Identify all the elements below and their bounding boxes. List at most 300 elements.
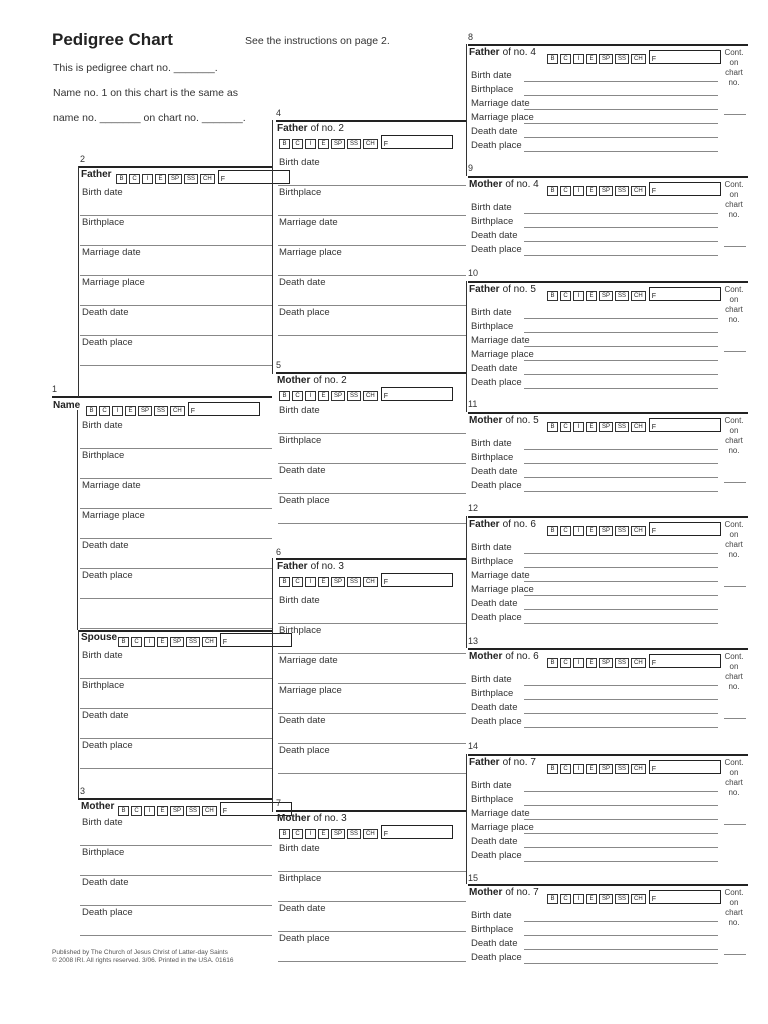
familysearch-id-field[interactable]: F xyxy=(649,522,721,536)
ordinance-e-checkbox[interactable]: E xyxy=(318,391,329,401)
ordinance-ss-checkbox[interactable]: SS xyxy=(615,764,629,774)
entry-line[interactable] xyxy=(80,538,272,539)
field-label: Birthplace xyxy=(279,435,322,446)
ordinance-sp-checkbox[interactable]: SP xyxy=(331,577,345,587)
ordinance-i-checkbox[interactable]: I xyxy=(305,577,316,587)
ordinance-ss-checkbox[interactable]: SS xyxy=(615,291,629,301)
ordinance-c-checkbox[interactable]: C xyxy=(560,526,571,536)
ordinance-i-checkbox[interactable]: I xyxy=(305,391,316,401)
cont-text: Cont. xyxy=(724,758,744,767)
entry-line[interactable] xyxy=(524,805,718,806)
entry-line[interactable] xyxy=(80,478,272,479)
ordinance-b-checkbox[interactable]: B xyxy=(547,526,558,536)
entry-line[interactable] xyxy=(80,598,272,599)
p7-heading xyxy=(277,813,347,824)
ordinance-b-checkbox[interactable]: B xyxy=(279,829,290,839)
entry-line[interactable] xyxy=(524,95,718,96)
field-label: Marriage date xyxy=(82,247,141,258)
familysearch-id-field[interactable]: F xyxy=(649,287,721,301)
entry-line[interactable] xyxy=(524,935,718,936)
field-label: Death place xyxy=(471,377,522,388)
ordinance-ch-checkbox[interactable]: CH xyxy=(631,658,646,668)
ordinance-b-checkbox[interactable]: B xyxy=(116,174,127,184)
entry-line[interactable] xyxy=(80,678,272,679)
cont-text: Cont. xyxy=(724,520,744,529)
ordinance-c-checkbox[interactable]: C xyxy=(292,391,303,401)
entry-line[interactable] xyxy=(278,743,466,744)
cont-text: on xyxy=(729,662,739,671)
ordinance-sp-checkbox[interactable]: SP xyxy=(599,764,613,774)
field-label: Death date xyxy=(471,836,518,847)
field-label: Marriage place xyxy=(279,685,342,696)
cont-text: on xyxy=(729,530,739,539)
ordinance-c-checkbox[interactable]: C xyxy=(560,894,571,904)
entry-line[interactable] xyxy=(524,949,718,950)
entry-line[interactable] xyxy=(278,961,466,962)
cont-chart-number-field[interactable] xyxy=(724,718,746,719)
field-label: Death date xyxy=(279,465,326,476)
ordinance-b-checkbox[interactable]: B xyxy=(279,139,290,149)
person-number: 11 xyxy=(468,399,478,409)
entry-line[interactable] xyxy=(524,553,718,554)
field-label: Death place xyxy=(82,570,133,581)
ordinance-e-checkbox[interactable]: E xyxy=(586,54,597,64)
field-label: Birthplace xyxy=(82,680,125,691)
entry-line[interactable] xyxy=(80,335,272,336)
entry-line[interactable] xyxy=(80,508,272,509)
ordinance-ch-checkbox[interactable]: CH xyxy=(631,54,646,64)
entry-line[interactable] xyxy=(278,871,466,872)
ordinance-sp-checkbox[interactable]: SP xyxy=(331,139,345,149)
entry-line[interactable] xyxy=(80,215,272,216)
ordinance-ch-checkbox[interactable]: CH xyxy=(631,186,646,196)
p14-heading xyxy=(469,757,536,768)
entry-line[interactable] xyxy=(278,773,466,774)
ordinance-c-checkbox[interactable]: C xyxy=(131,806,142,816)
ordinance-e-checkbox[interactable]: E xyxy=(125,406,136,416)
field-label: Birth date xyxy=(471,438,512,449)
ordinance-sp-checkbox[interactable]: SP xyxy=(331,391,345,401)
person-number: 3 xyxy=(80,786,86,796)
field-label: Death date xyxy=(82,877,129,888)
bracket-line xyxy=(272,120,273,374)
field-label: Birth date xyxy=(279,157,320,168)
field-label: Death date xyxy=(82,710,129,721)
ordinance-b-checkbox[interactable]: B xyxy=(86,406,97,416)
cont-text: on xyxy=(729,190,739,199)
entry-line[interactable] xyxy=(524,123,718,124)
ordinance-ss-checkbox[interactable]: SS xyxy=(615,186,629,196)
entry-line[interactable] xyxy=(278,901,466,902)
field-label: Birth date xyxy=(471,202,512,213)
field-label: Birth date xyxy=(82,817,123,828)
ordinance-ch-checkbox[interactable]: CH xyxy=(631,894,646,904)
p6-heading xyxy=(277,561,344,572)
entry-line[interactable] xyxy=(524,388,718,389)
entry-line[interactable] xyxy=(80,935,272,936)
cont-text: Cont. xyxy=(724,180,744,189)
familysearch-id-field[interactable]: F xyxy=(649,182,721,196)
ordinance-e-checkbox[interactable]: E xyxy=(318,139,329,149)
cont-text: chart xyxy=(725,436,743,445)
ordinance-b-checkbox[interactable]: B xyxy=(547,764,558,774)
ordinance-e-checkbox[interactable]: E xyxy=(586,422,597,432)
ordinance-c-checkbox[interactable]: C xyxy=(560,658,571,668)
cont-chart-number-field[interactable] xyxy=(724,246,746,247)
field-label: Death date xyxy=(471,466,518,477)
person-number: 14 xyxy=(468,741,479,751)
entry-line[interactable] xyxy=(524,374,718,375)
ordinance-e-checkbox[interactable]: E xyxy=(586,186,597,196)
ordinance-i-checkbox[interactable]: I xyxy=(573,54,584,64)
entry-line[interactable] xyxy=(278,683,466,684)
entry-line[interactable] xyxy=(524,332,718,333)
ordinance-i-checkbox[interactable]: I xyxy=(573,894,584,904)
ordinance-sp-checkbox[interactable]: SP xyxy=(599,894,613,904)
ordinance-ch-checkbox[interactable]: CH xyxy=(631,422,646,432)
entry-line[interactable] xyxy=(278,463,466,464)
p13-heading xyxy=(469,651,539,662)
entry-line[interactable] xyxy=(80,875,272,876)
cont-text: Cont. xyxy=(724,416,744,425)
cont-text: Cont. xyxy=(724,285,744,294)
ordinance-sp-checkbox[interactable]: SP xyxy=(599,526,613,536)
ordinance-sp-checkbox[interactable]: SP xyxy=(599,422,613,432)
ordinance-e-checkbox[interactable]: E xyxy=(155,174,166,184)
ordinance-ss-checkbox[interactable]: SS xyxy=(186,637,200,647)
ordinance-i-checkbox[interactable]: I xyxy=(573,186,584,196)
familysearch-id-field[interactable]: F xyxy=(220,633,292,647)
cont-chart-number-field[interactable] xyxy=(724,482,746,483)
ordinance-sp-checkbox[interactable]: SP xyxy=(599,291,613,301)
ordinance-b-checkbox[interactable]: B xyxy=(547,54,558,64)
field-label: Birthplace xyxy=(471,321,514,332)
ordinance-ch-checkbox[interactable]: CH xyxy=(200,174,215,184)
entry-line[interactable] xyxy=(278,245,466,246)
ordinance-b-checkbox[interactable]: B xyxy=(547,422,558,432)
ordinance-ss-checkbox[interactable]: SS xyxy=(615,54,629,64)
field-label: Birthplace xyxy=(471,556,514,567)
entry-line[interactable] xyxy=(278,305,466,306)
role-label: Father xyxy=(469,519,500,530)
entry-line[interactable] xyxy=(524,609,718,610)
ordinance-b-checkbox[interactable]: B xyxy=(547,186,558,196)
ordinance-b-checkbox[interactable]: B xyxy=(279,577,290,587)
field-label: Birthplace xyxy=(471,84,514,95)
entry-line[interactable] xyxy=(80,738,272,739)
cont-chart-number-field[interactable] xyxy=(724,114,746,115)
entry-line[interactable] xyxy=(80,905,272,906)
ordinance-i-checkbox[interactable]: I xyxy=(573,422,584,432)
entry-line[interactable] xyxy=(80,708,272,709)
role-label: Mother xyxy=(277,375,311,386)
ordinance-sp-checkbox[interactable]: SP xyxy=(168,174,182,184)
entry-line[interactable] xyxy=(524,491,718,492)
ordinance-e-checkbox[interactable]: E xyxy=(318,577,329,587)
cont-text: chart xyxy=(725,305,743,314)
field-label: Birthplace xyxy=(471,452,514,463)
entry-line[interactable] xyxy=(524,819,718,820)
field-label: Marriage date xyxy=(471,335,530,346)
entry-line[interactable] xyxy=(278,493,466,494)
ordinance-i-checkbox[interactable]: I xyxy=(305,139,316,149)
field-label: Marriage place xyxy=(82,510,145,521)
entry-line[interactable] xyxy=(80,275,272,276)
ordinance-e-checkbox[interactable]: E xyxy=(586,764,597,774)
ordinance-ch-checkbox[interactable]: CH xyxy=(363,391,378,401)
ordinance-c-checkbox[interactable]: C xyxy=(560,764,571,774)
ordinance-i-checkbox[interactable]: I xyxy=(144,806,155,816)
ordinance-ss-checkbox[interactable]: SS xyxy=(615,526,629,536)
entry-line[interactable] xyxy=(524,477,718,478)
entry-line[interactable] xyxy=(80,365,272,366)
entry-line[interactable] xyxy=(524,791,718,792)
entry-line[interactable] xyxy=(278,433,466,434)
familysearch-id-field[interactable]: F xyxy=(381,387,453,401)
entry-line[interactable] xyxy=(524,833,718,834)
entry-line[interactable] xyxy=(524,963,718,964)
role-suffix: of no. 6 xyxy=(505,651,539,662)
cont-chart-number-field[interactable] xyxy=(724,351,746,352)
familysearch-id-field[interactable]: F xyxy=(649,654,721,668)
person-number: 8 xyxy=(468,32,474,42)
ordinance-c-checkbox[interactable]: C xyxy=(560,291,571,301)
ordinance-c-checkbox[interactable]: C xyxy=(99,406,110,416)
ordinance-c-checkbox[interactable]: C xyxy=(129,174,140,184)
field-label: Birth date xyxy=(279,595,320,606)
familysearch-id-field[interactable]: F xyxy=(220,802,292,816)
entry-line[interactable] xyxy=(80,305,272,306)
ordinance-c-checkbox[interactable]: C xyxy=(560,422,571,432)
ordinance-i-checkbox[interactable]: I xyxy=(573,658,584,668)
cont-chart-number-field[interactable] xyxy=(724,586,746,587)
ordinance-ss-checkbox[interactable]: SS xyxy=(347,139,361,149)
field-label: Death place xyxy=(471,140,522,151)
entry-line[interactable] xyxy=(278,215,466,216)
ordinance-i-checkbox[interactable]: I xyxy=(573,526,584,536)
ordinance-i-checkbox[interactable]: I xyxy=(573,291,584,301)
bracket-line xyxy=(466,281,467,412)
familysearch-id-field[interactable]: F xyxy=(188,402,260,416)
field-label: Death date xyxy=(279,715,326,726)
entry-line[interactable] xyxy=(524,81,718,82)
ordinance-e-checkbox[interactable]: E xyxy=(586,291,597,301)
ordinance-i-checkbox[interactable]: I xyxy=(573,764,584,774)
ordinance-sp-checkbox[interactable]: SP xyxy=(331,829,345,839)
field-label: Death place xyxy=(279,933,330,944)
entry-line[interactable] xyxy=(278,931,466,932)
ordinance-sp-checkbox[interactable]: SP xyxy=(599,54,613,64)
ordinance-i-checkbox[interactable]: I xyxy=(112,406,123,416)
entry-line[interactable] xyxy=(80,568,272,569)
divider-line xyxy=(78,798,272,800)
ordinance-sp-checkbox[interactable]: SP xyxy=(170,637,184,647)
entry-line[interactable] xyxy=(524,255,718,256)
cont-text: on xyxy=(729,58,739,67)
entry-line[interactable] xyxy=(524,463,718,464)
ordinance-e-checkbox[interactable]: E xyxy=(157,637,168,647)
role-label: Mother xyxy=(277,813,311,824)
p4-heading xyxy=(277,123,344,134)
ordinance-b-checkbox[interactable]: B xyxy=(547,291,558,301)
ordinance-ss-checkbox[interactable]: SS xyxy=(347,577,361,587)
ordinance-ch-checkbox[interactable]: CH xyxy=(202,637,217,647)
entry-line[interactable] xyxy=(524,109,718,110)
familysearch-id-field[interactable]: F xyxy=(381,573,453,587)
field-label: Death place xyxy=(471,244,522,255)
ordinance-c-checkbox[interactable]: C xyxy=(292,139,303,149)
entry-line[interactable] xyxy=(524,360,718,361)
entry-line[interactable] xyxy=(524,567,718,568)
ordinance-ss-checkbox[interactable]: SS xyxy=(615,658,629,668)
familysearch-id-field[interactable]: F xyxy=(381,825,453,839)
ordinance-boxes xyxy=(547,418,721,432)
ordinance-ss-checkbox[interactable]: SS xyxy=(347,391,361,401)
entry-line[interactable] xyxy=(80,768,272,769)
entry-line[interactable] xyxy=(524,346,718,347)
ordinance-ch-checkbox[interactable]: CH xyxy=(631,764,646,774)
ordinance-e-checkbox[interactable]: E xyxy=(157,806,168,816)
role-suffix: of no. 3 xyxy=(313,813,347,824)
entry-line[interactable] xyxy=(278,653,466,654)
continued-on-chart-label xyxy=(716,520,752,560)
role-label: Mother xyxy=(469,179,503,190)
ordinance-c-checkbox[interactable]: C xyxy=(560,186,571,196)
entry-line[interactable] xyxy=(278,185,466,186)
ordinance-c-checkbox[interactable]: C xyxy=(131,637,142,647)
entry-line[interactable] xyxy=(524,685,718,686)
ordinance-i-checkbox[interactable]: I xyxy=(305,829,316,839)
ordinance-boxes xyxy=(547,50,721,64)
divider-line xyxy=(468,648,748,650)
role-label: Father xyxy=(469,757,500,768)
ordinance-sp-checkbox[interactable]: SP xyxy=(138,406,152,416)
entry-line[interactable] xyxy=(278,713,466,714)
familysearch-id-field[interactable]: F xyxy=(218,170,290,184)
ordinance-c-checkbox[interactable]: C xyxy=(560,54,571,64)
publisher-footer xyxy=(52,949,233,965)
entry-line[interactable] xyxy=(524,241,718,242)
ordinance-ss-checkbox[interactable]: SS xyxy=(154,406,168,416)
ordinance-ss-checkbox[interactable]: SS xyxy=(615,894,629,904)
role-suffix: of no. 4 xyxy=(502,47,536,58)
footer-line-1: Published by The Church of Jesus Christ of Latter-day Saints xyxy=(52,949,228,956)
ordinance-e-checkbox[interactable]: E xyxy=(318,829,329,839)
ordinance-ch-checkbox[interactable]: CH xyxy=(363,577,378,587)
ordinance-i-checkbox[interactable]: I xyxy=(142,174,153,184)
ordinance-ch-checkbox[interactable]: CH xyxy=(363,139,378,149)
familysearch-id-field[interactable]: F xyxy=(649,50,721,64)
ordinance-c-checkbox[interactable]: C xyxy=(292,577,303,587)
ordinance-b-checkbox[interactable]: B xyxy=(547,894,558,904)
field-label: Death date xyxy=(82,540,129,551)
field-label: Death date xyxy=(471,363,518,374)
ordinance-b-checkbox[interactable]: B xyxy=(118,806,129,816)
ordinance-ss-checkbox[interactable]: SS xyxy=(184,174,198,184)
familysearch-id-field[interactable]: F xyxy=(649,418,721,432)
entry-line[interactable] xyxy=(524,921,718,922)
entry-line[interactable] xyxy=(278,335,466,336)
ordinance-sp-checkbox[interactable]: SP xyxy=(170,806,184,816)
entry-line[interactable] xyxy=(80,245,272,246)
ordinance-ss-checkbox[interactable]: SS xyxy=(615,422,629,432)
spouse-heading xyxy=(81,632,120,643)
ordinance-b-checkbox[interactable]: B xyxy=(279,391,290,401)
field-label: Marriage place xyxy=(471,822,534,833)
cont-chart-number-field[interactable] xyxy=(724,824,746,825)
entry-line[interactable] xyxy=(524,623,718,624)
entry-line[interactable] xyxy=(278,523,466,524)
ordinance-ss-checkbox[interactable]: SS xyxy=(186,806,200,816)
continued-on-chart-label xyxy=(716,285,752,325)
entry-line[interactable] xyxy=(524,213,718,214)
ordinance-ch-checkbox[interactable]: CH xyxy=(170,406,185,416)
entry-line[interactable] xyxy=(80,448,272,449)
field-label: Birth date xyxy=(82,187,123,198)
ordinance-ss-checkbox[interactable]: SS xyxy=(347,829,361,839)
ordinance-ch-checkbox[interactable]: CH xyxy=(631,526,646,536)
entry-line[interactable] xyxy=(524,449,718,450)
ordinance-ch-checkbox[interactable]: CH xyxy=(202,806,217,816)
entry-line[interactable] xyxy=(524,151,718,152)
field-label: Death date xyxy=(471,702,518,713)
entry-line[interactable] xyxy=(524,581,718,582)
role-label: Mother xyxy=(469,415,503,426)
entry-line[interactable] xyxy=(524,699,718,700)
person-number: 12 xyxy=(468,503,479,513)
entry-line[interactable] xyxy=(524,318,718,319)
ordinance-b-checkbox[interactable]: B xyxy=(547,658,558,668)
field-label: Death place xyxy=(471,850,522,861)
entry-line[interactable] xyxy=(524,727,718,728)
familysearch-id-field[interactable]: F xyxy=(649,760,721,774)
ordinance-b-checkbox[interactable]: B xyxy=(118,637,129,647)
role-label: Father xyxy=(277,561,308,572)
ordinance-c-checkbox[interactable]: C xyxy=(292,829,303,839)
ordinance-ch-checkbox[interactable]: CH xyxy=(363,829,378,839)
continued-on-chart-label xyxy=(716,416,752,456)
ordinance-sp-checkbox[interactable]: SP xyxy=(599,658,613,668)
entry-line[interactable] xyxy=(524,713,718,714)
familysearch-id-field[interactable]: F xyxy=(649,890,721,904)
entry-line[interactable] xyxy=(524,137,718,138)
bracket-line xyxy=(466,516,467,648)
field-label: Birthplace xyxy=(471,924,514,935)
ordinance-boxes xyxy=(118,802,292,816)
page-title: Pedigree Chart xyxy=(52,30,173,49)
entry-line[interactable] xyxy=(524,595,718,596)
ordinance-i-checkbox[interactable]: I xyxy=(144,637,155,647)
entry-line[interactable] xyxy=(278,623,466,624)
entry-line[interactable] xyxy=(524,227,718,228)
ordinance-sp-checkbox[interactable]: SP xyxy=(599,186,613,196)
entry-line[interactable] xyxy=(80,628,272,629)
continued-on-chart-label xyxy=(716,180,752,220)
familysearch-id-field[interactable]: F xyxy=(381,135,453,149)
ordinance-boxes xyxy=(547,522,721,536)
ordinance-ch-checkbox[interactable]: CH xyxy=(631,291,646,301)
divider-line xyxy=(276,810,466,812)
entry-line[interactable] xyxy=(278,275,466,276)
entry-line[interactable] xyxy=(524,847,718,848)
ordinance-e-checkbox[interactable]: E xyxy=(586,526,597,536)
cont-chart-number-field[interactable] xyxy=(724,954,746,955)
ordinance-e-checkbox[interactable]: E xyxy=(586,894,597,904)
entry-line[interactable] xyxy=(80,845,272,846)
ordinance-e-checkbox[interactable]: E xyxy=(586,658,597,668)
entry-line[interactable] xyxy=(524,861,718,862)
continued-on-chart-label xyxy=(716,888,752,928)
